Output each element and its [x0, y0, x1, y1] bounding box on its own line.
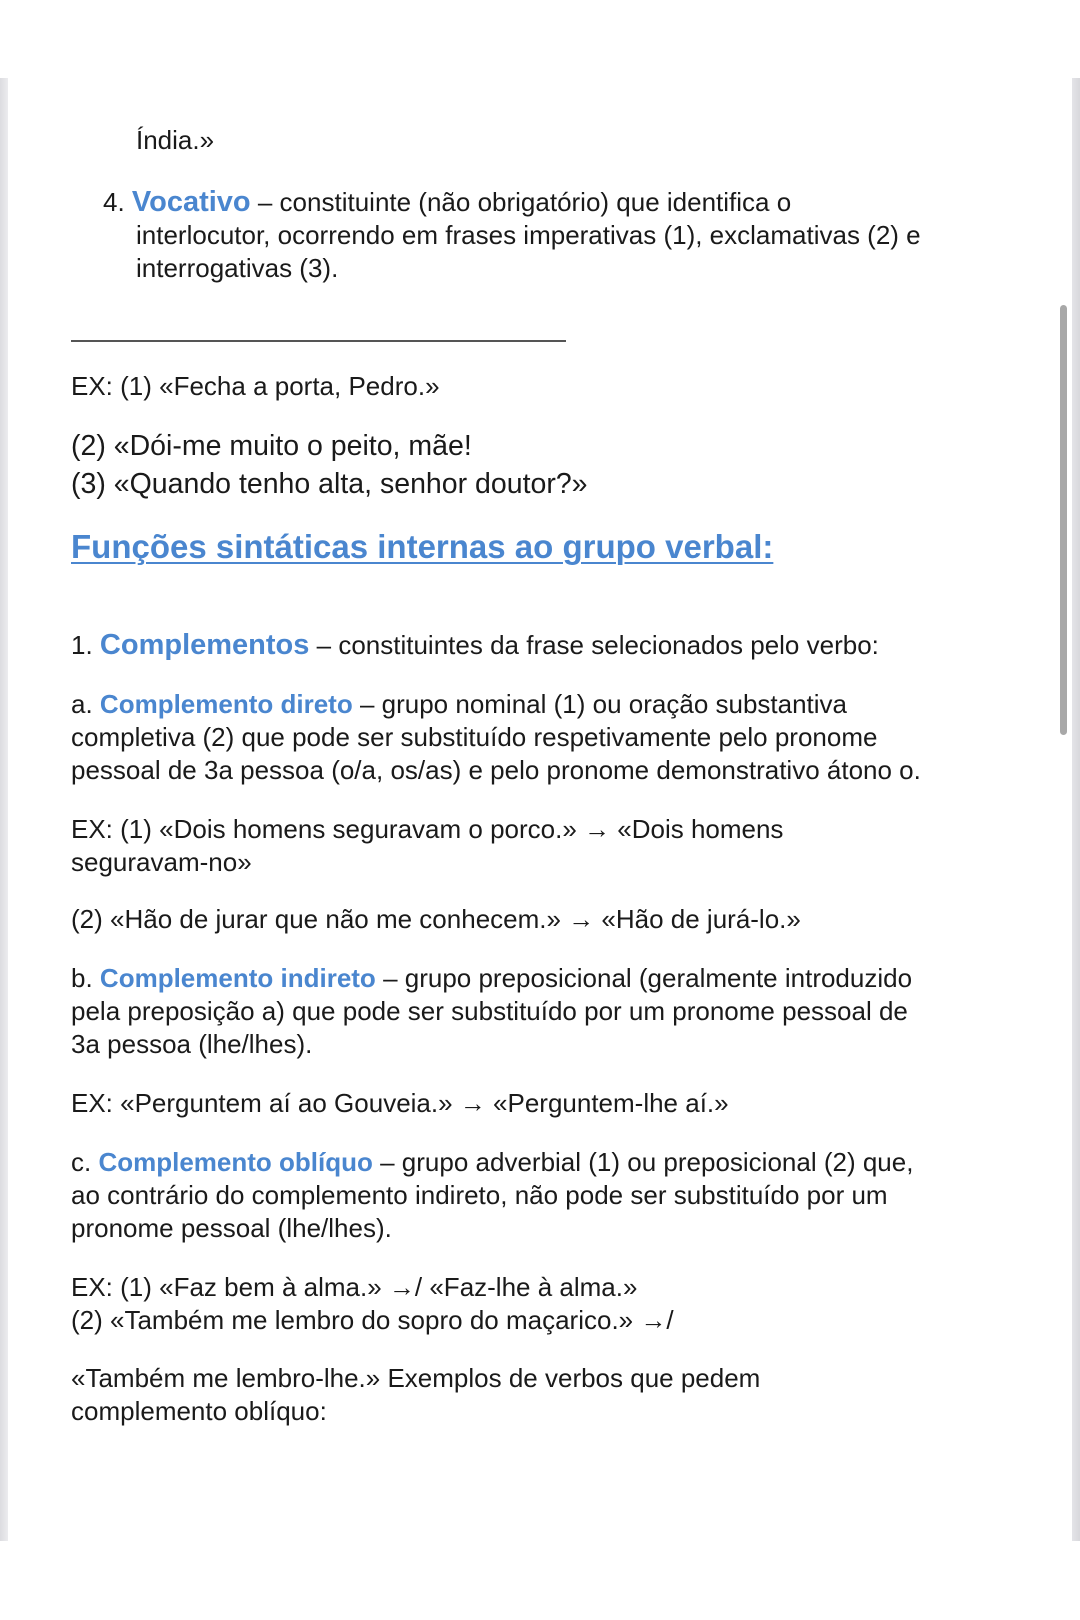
example-text: (2) «Também me lembro do sopro do maçarico.» →/ [71, 1305, 674, 1335]
complementos-item [71, 629, 879, 662]
term-complemento-obliquo: Complemento oblíquo [98, 1147, 373, 1177]
section-heading: Funções sintáticas internas ao grupo verbal: [71, 528, 774, 565]
list-letter: a. [71, 689, 93, 719]
obliquo-item [71, 1146, 913, 1179]
definition-text: pronome pessoal (lhe/lhes). [71, 1213, 392, 1243]
example-text: EX: (1) «Fecha a porta, Pedro.» [71, 371, 440, 401]
example-text: EX: «Perguntem aí ao Gouveia.» → «Perguntem-lhe aí.» [71, 1088, 729, 1118]
definition-text: interlocutor, ocorrendo em frases imperativas (1), exclamativas (2) e [136, 220, 921, 250]
definition-text: pela preposição a) que pode ser substituído por um pronome pessoal de [71, 996, 908, 1026]
definition-text: ao contrário do complemento indireto, não pode ser substituído por um [71, 1180, 888, 1210]
definition-text: – grupo adverbial (1) ou preposicional (2) que, [380, 1147, 914, 1177]
example-text: (3) «Quando tenho alta, senhor doutor?» [71, 468, 588, 500]
indireto-item [71, 962, 912, 995]
example-text: «Também me lembro-lhe.» Exemplos de verbos que pedem [71, 1363, 761, 1393]
list-letter: c. [71, 1147, 92, 1177]
definition-text: completiva (2) que pode ser substituído respetivamente pelo pronome [71, 722, 878, 752]
list-number: 1. [71, 630, 93, 660]
page-left-edge [0, 78, 8, 1541]
horizontal-divider [71, 340, 566, 342]
example-text: (2) «Dói-me muito o peito, mãe! [71, 430, 472, 462]
example-text: seguravam-no» [71, 847, 252, 877]
definition-text: – constituinte (não obrigatório) que identifica o [257, 187, 792, 217]
example-text: (2) «Hão de jurar que não me conhecem.» → «Hão de jurá-lo.» [71, 904, 801, 934]
term-complemento-indireto: Complemento indireto [99, 963, 376, 993]
intro-tail-text: Índia.» [136, 125, 215, 155]
example-text: EX: (1) «Dois homens seguravam o porco.» → «Dois homens [71, 814, 784, 844]
definition-text: – grupo preposicional (geralmente introduzido [383, 963, 913, 993]
term-vocativo: Vocativo [131, 186, 251, 218]
definition-text: 3a pessoa (lhe/lhes). [71, 1029, 313, 1059]
list-number: 4. [103, 187, 125, 217]
definition-text: pessoal de 3a pessoa (o/a, os/as) e pelo pronome demonstrativo átono o. [71, 755, 921, 785]
vocativo-item [103, 186, 791, 219]
page-right-edge [1072, 78, 1080, 1541]
vertical-scrollbar[interactable] [1060, 305, 1067, 735]
term-complementos: Complementos [99, 629, 310, 661]
term-complemento-direto: Complemento direto [99, 689, 353, 719]
definition-text: interrogativas (3). [136, 253, 339, 283]
example-text: complemento oblíquo: [71, 1396, 327, 1426]
definition-text: – grupo nominal (1) ou oração substantiva [359, 689, 848, 719]
definition-text: – constituintes da frase selecionados pelo verbo: [316, 630, 879, 660]
list-letter: b. [71, 963, 93, 993]
direto-item [71, 688, 847, 721]
example-text: EX: (1) «Faz bem à alma.» →/ «Faz-lhe à alma.» [71, 1272, 638, 1302]
